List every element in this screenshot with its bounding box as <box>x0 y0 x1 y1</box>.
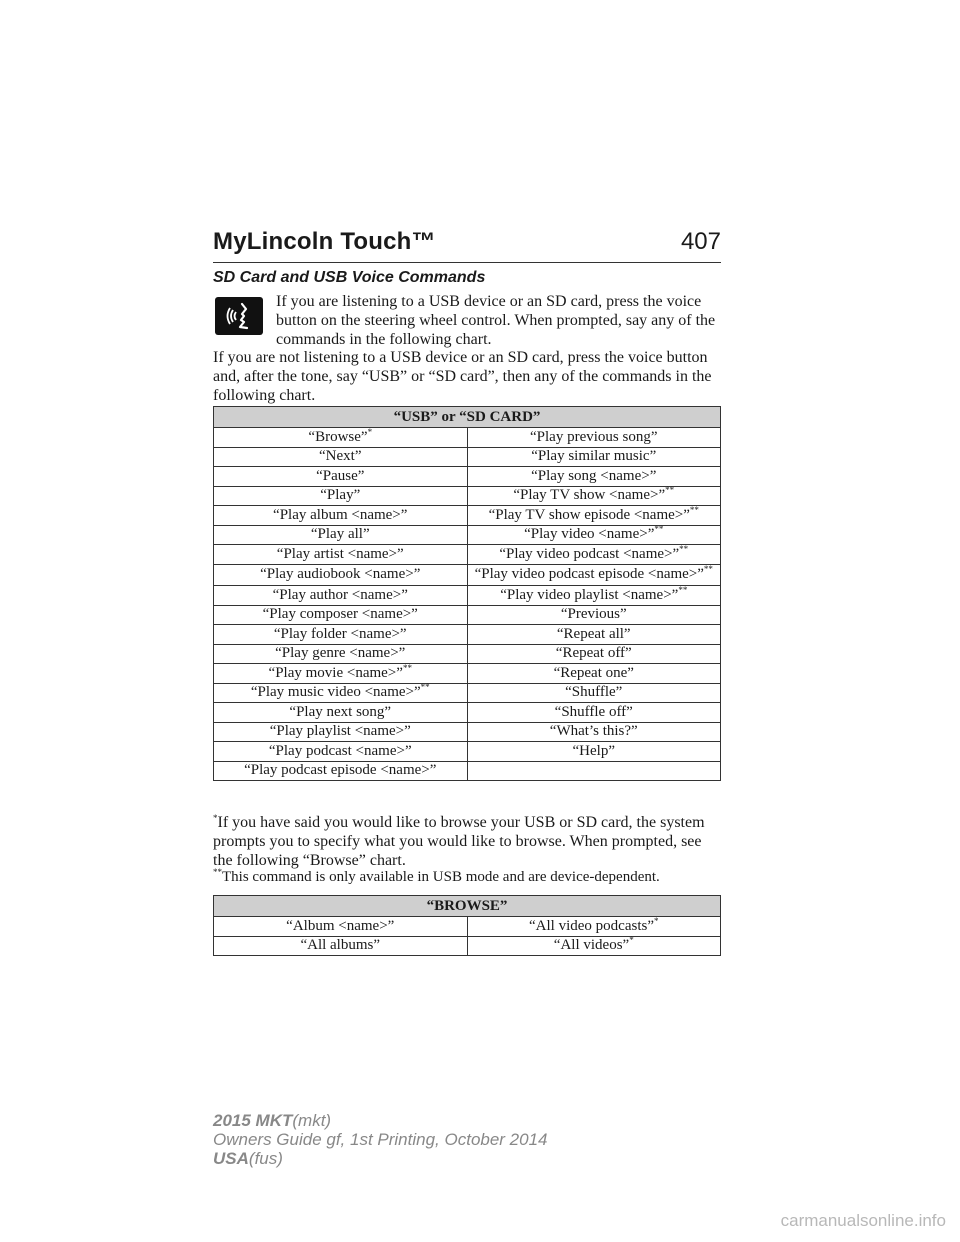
table-cell <box>214 447 468 467</box>
command-text: “Browse” <box>308 428 368 445</box>
table-row <box>214 683 721 703</box>
table-cell <box>467 525 721 545</box>
table-cell <box>214 683 468 703</box>
table-row <box>214 525 721 545</box>
table-row <box>214 586 721 606</box>
command-text: “Play next song” <box>289 703 392 720</box>
browse-table-header: “BROWSE” <box>214 896 721 917</box>
page-footer <box>213 1111 548 1168</box>
footer-model: 2015 MKT <box>213 1111 293 1130</box>
table-cell <box>214 664 468 684</box>
command-text: “Play TV show episode <name>” <box>488 506 690 523</box>
command-text: “Play video podcast <name>” <box>499 545 680 562</box>
table-cell <box>214 467 468 487</box>
command-text: “Play author <name>” <box>272 586 408 603</box>
footnote-mark: ** <box>402 662 412 673</box>
intro-text: If you are listening to a USB device or an SD card, press the voice button on the steering wheel control. When prompted, say any of the commands in the following chart. <box>276 293 716 348</box>
command-text: “Play video <name>” <box>524 526 655 543</box>
table-cell <box>214 545 468 565</box>
footnote-mark: * <box>367 426 373 437</box>
table-cell <box>467 644 721 664</box>
table-cell <box>214 586 468 606</box>
footer-market-code: (fus) <box>248 1149 283 1168</box>
page-header <box>213 226 721 263</box>
footnote-mark: ** <box>689 504 699 515</box>
instruction-paragraph: If you are not listening to a USB device or an SD card, press the voice button and, after the tone, say “USB” or “SD card”, then any of the commands in the following chart. <box>213 349 712 404</box>
footnote-usb-only <box>213 868 723 887</box>
table-cell <box>214 703 468 723</box>
table-cell <box>467 605 721 625</box>
usb-table-header: “USB” or “SD CARD” <box>214 407 721 428</box>
table-cell <box>214 564 468 586</box>
table-cell <box>214 917 468 937</box>
table-cell <box>467 545 721 565</box>
table-row <box>214 625 721 645</box>
table-row <box>214 428 721 448</box>
command-text: “Play movie <name>” <box>268 664 403 681</box>
table-row <box>214 447 721 467</box>
command-text: “Play video playlist <name>” <box>500 586 679 603</box>
footnote-mark: ** <box>678 584 688 595</box>
table-cell <box>467 936 721 956</box>
footnote-mark: ** <box>654 524 664 535</box>
table-row <box>214 664 721 684</box>
table-cell <box>214 625 468 645</box>
footnote-mark: ** <box>665 485 675 496</box>
table-cell <box>467 761 721 781</box>
table-cell <box>467 683 721 703</box>
command-text: “Play folder <name>” <box>273 625 407 642</box>
watermark: carmanualsonline.info <box>780 1211 946 1230</box>
command-text: “Shuffle off” <box>554 703 633 720</box>
footer-edition: Owners Guide gf, 1st Printing, October 2014 <box>213 1130 548 1149</box>
footer-model-code: (mkt) <box>292 1111 332 1130</box>
footnote-mark: * <box>213 813 218 823</box>
table-cell <box>214 722 468 742</box>
command-text: “Repeat one” <box>553 664 634 681</box>
table-row <box>214 742 721 762</box>
table-cell <box>214 742 468 762</box>
page-number: 407 <box>680 228 721 255</box>
table-cell <box>467 742 721 762</box>
table-cell <box>214 761 468 781</box>
table-cell <box>467 625 721 645</box>
command-text: “All video podcasts” <box>529 917 654 934</box>
table-row <box>214 644 721 664</box>
table-row <box>214 486 721 506</box>
command-text: “Play song <name>” <box>531 467 657 484</box>
table-row <box>214 467 721 487</box>
voice-button-icon <box>215 297 263 335</box>
table-row <box>214 564 721 586</box>
table-row <box>214 761 721 781</box>
table-cell <box>467 447 721 467</box>
footnote-mark: ** <box>213 867 222 877</box>
footnote-browse <box>213 813 723 870</box>
command-text: “Play genre <name>” <box>275 645 406 662</box>
footnote-mark: * <box>653 915 659 926</box>
footer-market: USA <box>213 1149 249 1168</box>
command-text: “Play video podcast episode <name>” <box>474 566 704 583</box>
table-cell <box>214 605 468 625</box>
command-text: “Help” <box>572 742 615 759</box>
table-row <box>214 936 721 956</box>
command-text: “Play artist <name>” <box>276 545 404 562</box>
command-text: “Play” <box>320 487 361 504</box>
table-cell <box>467 703 721 723</box>
command-text: “Play audiobook <name>” <box>260 566 421 583</box>
table-row <box>214 506 721 526</box>
command-text: “What’s this?” <box>549 723 638 740</box>
usb-commands-table <box>213 406 721 781</box>
command-text: “Pause” <box>316 467 365 484</box>
table-cell <box>467 722 721 742</box>
table-cell <box>467 506 721 526</box>
command-text: “All videos” <box>553 937 630 954</box>
table-cell <box>214 506 468 526</box>
table-cell <box>214 428 468 448</box>
table-cell <box>214 525 468 545</box>
command-text: “Play composer <name>” <box>262 606 418 623</box>
command-text: “Repeat all” <box>556 625 631 642</box>
command-text: “Play TV show <name>” <box>513 487 666 504</box>
command-text: “Play podcast episode <name>” <box>244 762 437 779</box>
command-text: “Play music video <name>” <box>250 684 421 701</box>
command-text: “Play similar music” <box>531 448 657 465</box>
footnote-text: If you have said you would like to browse your USB or SD card, the system prompts you to specify what you would like to browse. When prompted, see the following “Browse” chart. <box>213 814 705 869</box>
table-row <box>214 722 721 742</box>
table-row <box>214 545 721 565</box>
command-text: “Album <name>” <box>286 917 395 934</box>
section-heading: SD Card and USB Voice Commands <box>213 269 486 286</box>
command-text: “Play previous song” <box>530 428 658 445</box>
browse-commands-table <box>213 895 721 956</box>
command-text: “All albums” <box>300 937 381 954</box>
table-cell <box>467 664 721 684</box>
table-cell <box>214 486 468 506</box>
command-text: “Repeat off” <box>555 645 632 662</box>
command-text: “Previous” <box>560 606 627 623</box>
table-cell <box>467 486 721 506</box>
command-text: “Play playlist <name>” <box>269 723 411 740</box>
footnote-mark: ** <box>679 543 689 554</box>
table-row <box>214 605 721 625</box>
table-cell <box>467 564 721 586</box>
command-text: “Shuffle” <box>565 684 623 701</box>
command-text: “Next” <box>319 448 362 465</box>
footnote-mark: ** <box>703 564 713 575</box>
table-cell <box>214 644 468 664</box>
footnote-mark: ** <box>420 682 430 693</box>
command-text: “Play album <name>” <box>273 506 408 523</box>
table-cell <box>214 936 468 956</box>
table-cell <box>467 467 721 487</box>
table-row <box>214 703 721 723</box>
table-cell <box>467 586 721 606</box>
table-cell <box>467 917 721 937</box>
table-cell <box>467 428 721 448</box>
footnote-mark: * <box>629 935 634 946</box>
table-row <box>214 917 721 937</box>
command-text: “Play all” <box>310 526 370 543</box>
chapter-title: MyLincoln Touch™ <box>213 228 436 255</box>
footnote-text: This command is only available in USB mode and are device-dependent. <box>222 869 660 885</box>
command-text: “Play podcast <name>” <box>268 742 412 759</box>
